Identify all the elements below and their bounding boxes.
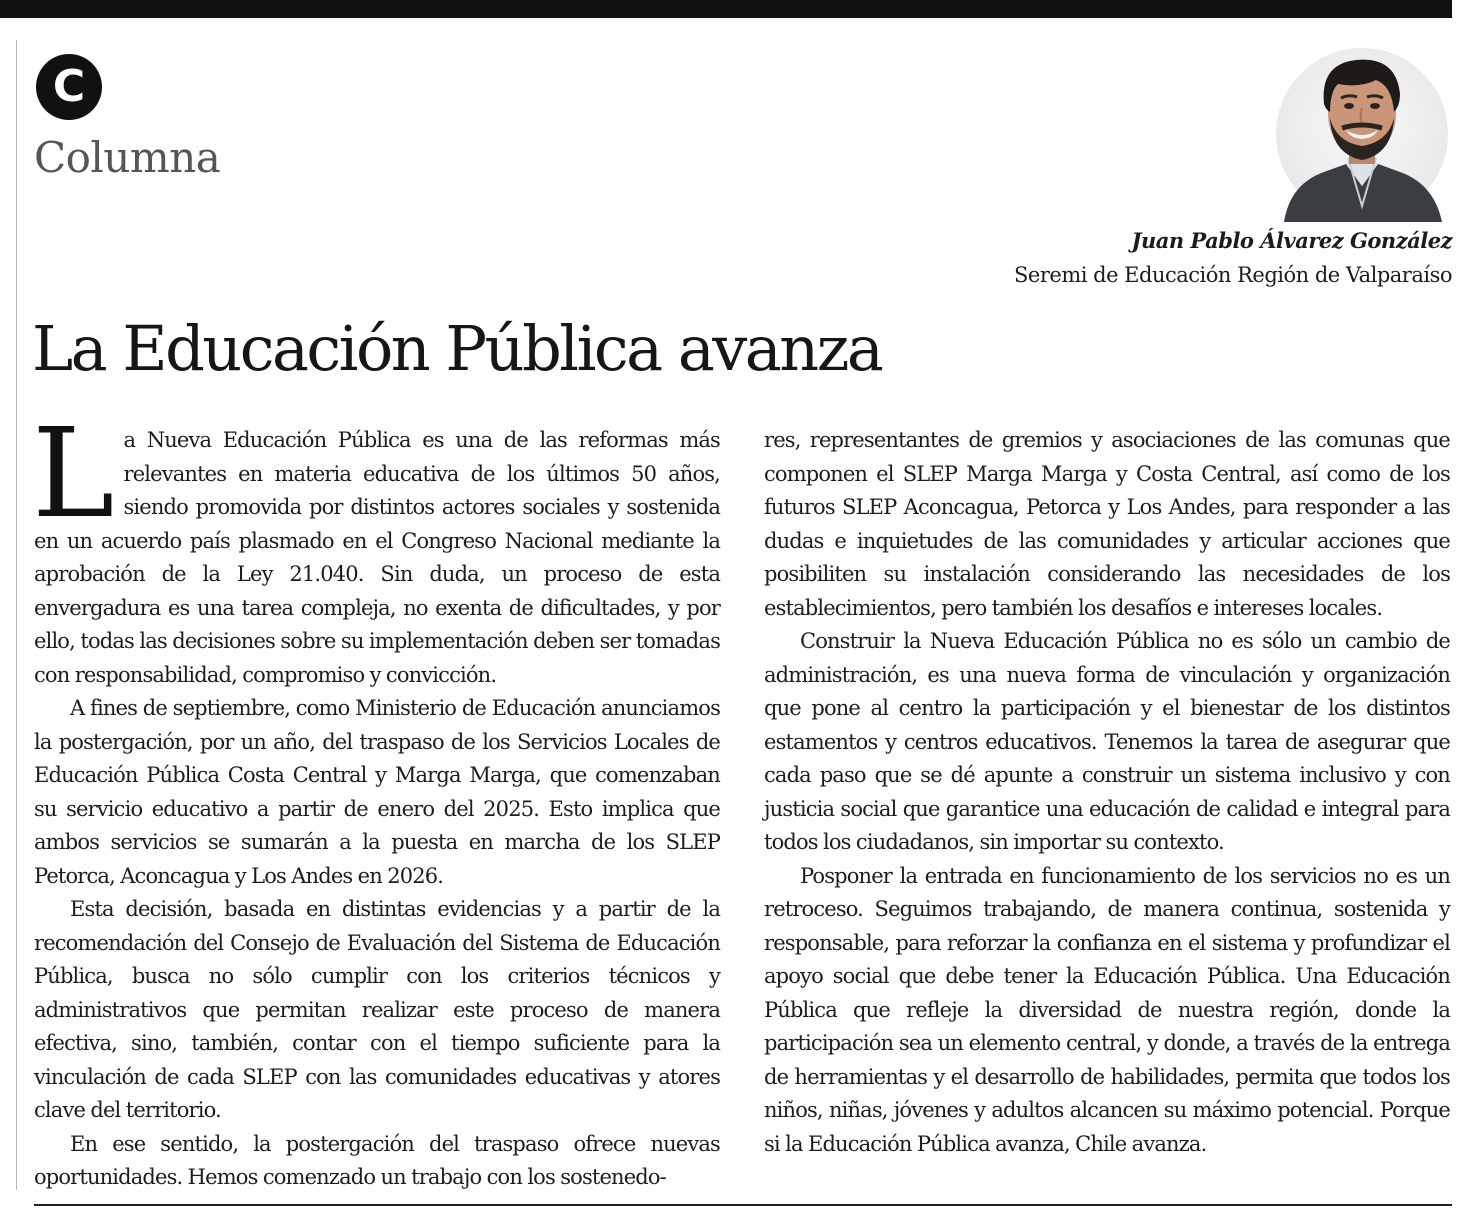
author-photo xyxy=(1276,46,1448,222)
article-paragraph: Construir la Nueva Educación Pública no es sólo un cambio de administración, es una nueva forma de vinculación y organización que pone al centro la participación y el bienestar de los distintos estamentos y centros educativos. Tenemos la tarea de asegurar que cada paso que se dé apunte a construir un sistema inclusivo y con justicia social que garantice una educación de calidad e integral para todos los ciudadanos, sin importar su contexto. xyxy=(764,629,1450,854)
article-paragraph: Esta decisión, basada en distintas evidencias y a partir de la recomendación del Consejo de Evaluación del Sistema de Educación Pública, busca no sólo cumplir con los criterios técnicos y administrativos que permitan realizar este proceso de manera efectiva, sino, también, contar con el tiempo suficiente para la vinculación de cada SLEP con las comunidades educativas y atores clave del territorio. xyxy=(34,897,720,1122)
bottom-rule xyxy=(34,1204,1452,1206)
left-column-rule xyxy=(16,40,17,1190)
author-name: Juan Pablo Álvarez González xyxy=(1131,228,1452,253)
top-rule xyxy=(0,0,1452,18)
article-paragraph-text: a Nueva Educación Pública es una de las reformas más relevantes en materia educativa de los últimos 50 años, siendo promovida por distintos actores sociales y sostenida en un acuerdo país plasmado en el Congreso Nacional mediante la aprobación de la Ley 21.040. Sin duda, un proceso de esta envergadura es una tarea compleja, no exenta de dificultades, y por ello, todas las decisiones sobre su implementación deben ser tomadas con responsabilidad, compromiso y convicción. xyxy=(34,428,720,687)
article-paragraph xyxy=(32,402,720,692)
drop-cap: L xyxy=(32,402,114,546)
section-badge-icon xyxy=(36,54,102,120)
section-label: Columna xyxy=(34,133,221,182)
article-column-right xyxy=(764,424,1450,1161)
article-headline: La Educación Pública avanza xyxy=(32,312,882,385)
article-paragraph: En ese sentido, la postergación del traspaso ofrece nuevas oportunidades. Hemos comenzado un trabajo con los sostenedo- xyxy=(34,1131,720,1189)
section-badge-letter: C xyxy=(52,61,86,112)
article-column-left xyxy=(32,402,720,1195)
article-paragraph: A fines de septiembre, como Ministerio de Educación anunciamos la postergación, por un año, del traspaso de los Servicios Locales de Educación Pública Costa Central y Marga Marga, que comenzaban su servicio educativo a partir de enero del 2025. Esto implica que ambos servicios se sumarán a la puesta en marcha de los SLEP Petorca, Aconcagua y Los Andes en 2026. xyxy=(34,696,720,888)
author-role: Seremi de Educación Región de Valparaíso xyxy=(1014,263,1452,287)
article-paragraph: Posponer la entrada en funcionamiento de los servicios no es un retroceso. Seguimos trabajando, de manera continua, sostenida y responsable, para reforzar la confianza en el sistema y profundizar el apoyo social que debe tener la Educación Pública. Una Educación Pública que refleje la diversidad de nuestra región, donde la participación sea un elemento central, y donde, a través de la entrega de herramientas y el desarrollo de habilidades, permita que todos los niños, niñas, jóvenes y adultos alcancen su máximo potencial. Porque si la Educación Pública avanza, Chile avanza. xyxy=(764,863,1450,1156)
article-paragraph: res, representantes de gremios y asociaciones de las comunas que componen el SLEP Marga Marga y Costa Central, así como de los futuros SLEP Aconcagua, Petorca y Los Andes, para responder a las dudas e inquietudes de las comunidades y articular acciones que posibiliten su instalación considerando las necesidades de los establecimientos, pero también los desafíos e intereses locales. xyxy=(764,428,1450,620)
